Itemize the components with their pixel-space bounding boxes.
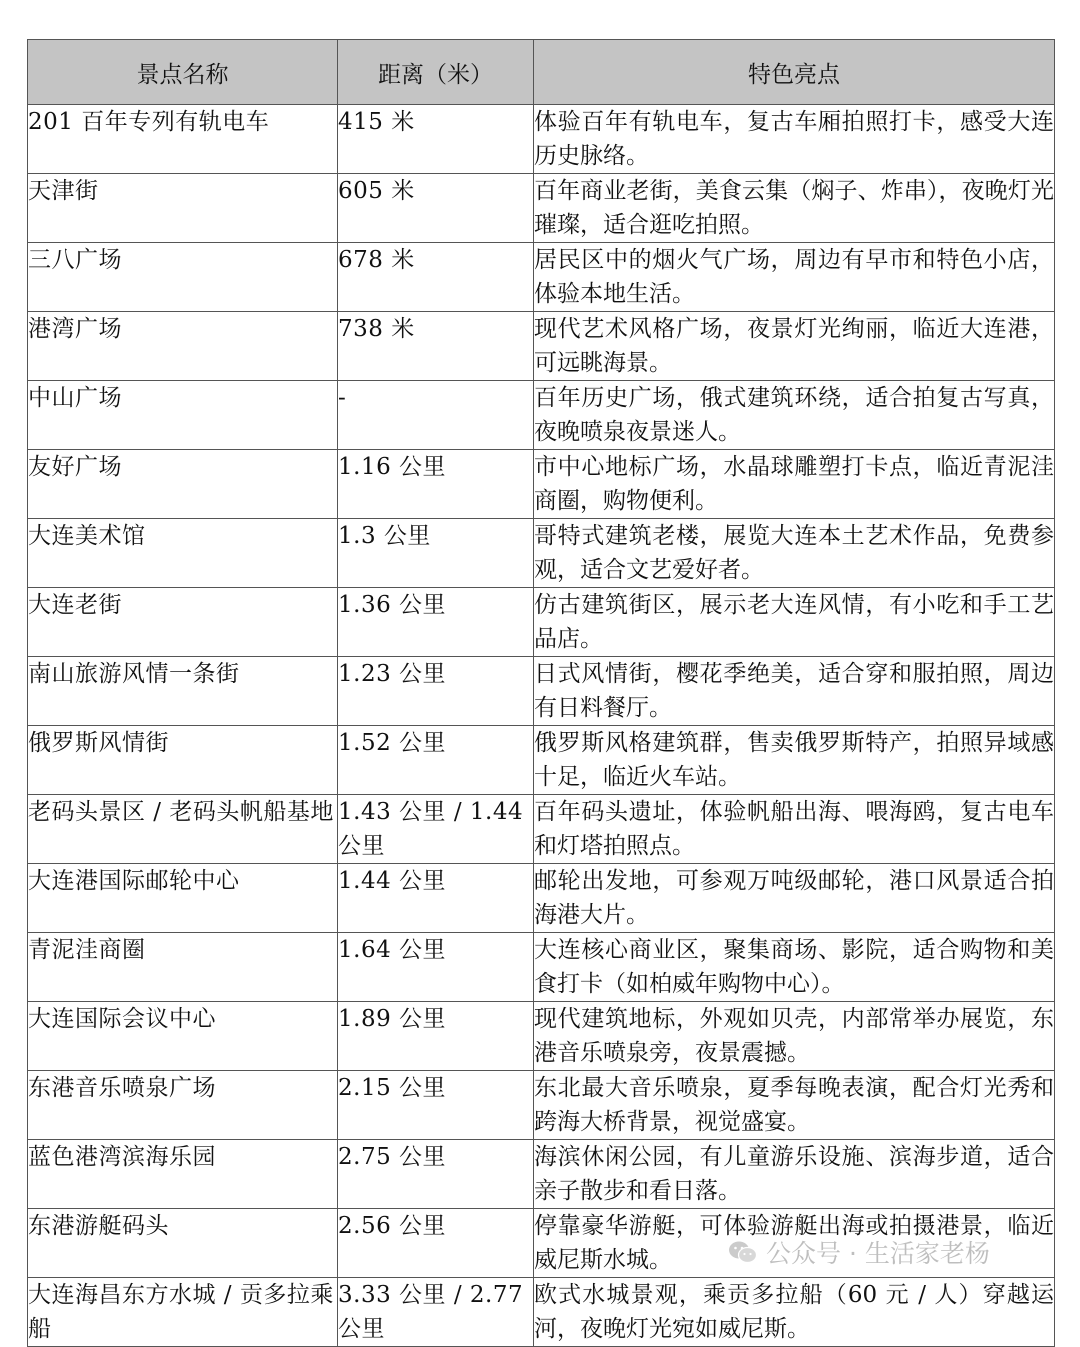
table-row: [28, 312, 1055, 381]
cell-distance: 1.23 公里: [338, 657, 534, 726]
cell-distance: 1.52 公里: [338, 726, 534, 795]
cell-distance: 1.64 公里: [338, 933, 534, 1002]
header-feature: 特色亮点: [534, 40, 1055, 105]
table-row: [28, 726, 1055, 795]
cell-name: 大连海昌东方水城 / 贡多拉乘船: [28, 1278, 338, 1347]
cell-feature: 百年历史广场，俄式建筑环绕，适合拍复古写真，夜晚喷泉夜景迷人。: [534, 381, 1055, 450]
table-row: [28, 450, 1055, 519]
cell-feature: 百年码头遗址，体验帆船出海、喂海鸥，复古电车和灯塔拍照点。: [534, 795, 1055, 864]
table-row: [28, 1140, 1055, 1209]
cell-feature: 百年商业老街，美食云集（焖子、炸串），夜晚灯光璀璨，适合逛吃拍照。: [534, 174, 1055, 243]
table-row: [28, 795, 1055, 864]
cell-distance: 2.15 公里: [338, 1071, 534, 1140]
cell-feature: 居民区中的烟火气广场，周边有早市和特色小店，体验本地生活。: [534, 243, 1055, 312]
header-name: 景点名称: [28, 40, 338, 105]
cell-feature: 俄罗斯风格建筑群，售卖俄罗斯特产，拍照异域感十足，临近火车站。: [534, 726, 1055, 795]
cell-name: 俄罗斯风情街: [28, 726, 338, 795]
cell-name: 老码头景区 / 老码头帆船基地: [28, 795, 338, 864]
cell-name: 中山广场: [28, 381, 338, 450]
cell-name: 三八广场: [28, 243, 338, 312]
watermark-text: 公众号 · 生活家老杨: [766, 1239, 990, 1268]
cell-distance: 738 米: [338, 312, 534, 381]
attractions-table: [27, 39, 1055, 1347]
cell-feature: 体验百年有轨电车，复古车厢拍照打卡，感受大连历史脉络。: [534, 105, 1055, 174]
cell-feature: 欧式水城景观，乘贡多拉船（60 元 / 人）穿越运河，夜晚灯光宛如威尼斯。: [534, 1278, 1055, 1347]
table-row: [28, 105, 1055, 174]
cell-feature: 日式风情街，樱花季绝美，适合穿和服拍照，周边有日料餐厅。: [534, 657, 1055, 726]
cell-feature: 邮轮出发地，可参观万吨级邮轮，港口风景适合拍海港大片。: [534, 864, 1055, 933]
cell-feature: 东北最大音乐喷泉，夏季每晚表演，配合灯光秀和跨海大桥背景，视觉盛宴。: [534, 1071, 1055, 1140]
cell-name: 大连美术馆: [28, 519, 338, 588]
table-row: [28, 1071, 1055, 1140]
cell-name: 青泥洼商圈: [28, 933, 338, 1002]
cell-distance: 1.16 公里: [338, 450, 534, 519]
table-row: [28, 381, 1055, 450]
cell-distance: 1.3 公里: [338, 519, 534, 588]
cell-distance: 3.33 公里 / 2.77 公里: [338, 1278, 534, 1347]
cell-feature: 现代艺术风格广场，夜景灯光绚丽，临近大连港，可远眺海景。: [534, 312, 1055, 381]
cell-distance: 415 米: [338, 105, 534, 174]
table-row: [28, 864, 1055, 933]
cell-name: 大连港国际邮轮中心: [28, 864, 338, 933]
watermark: [728, 1232, 990, 1272]
cell-name: 友好广场: [28, 450, 338, 519]
cell-distance: 2.56 公里: [338, 1209, 534, 1278]
cell-distance: 2.75 公里: [338, 1140, 534, 1209]
table-row: [28, 657, 1055, 726]
table-header-row: [28, 40, 1055, 105]
cell-feature: 仿古建筑街区，展示老大连风情，有小吃和手工艺品店。: [534, 588, 1055, 657]
cell-name: 大连老街: [28, 588, 338, 657]
cell-name: 大连国际会议中心: [28, 1002, 338, 1071]
cell-feature: 现代建筑地标，外观如贝壳，内部常举办展览，东港音乐喷泉旁，夜景震撼。: [534, 1002, 1055, 1071]
cell-name: 港湾广场: [28, 312, 338, 381]
cell-feature: 海滨休闲公园，有儿童游乐设施、滨海步道，适合亲子散步和看日落。: [534, 1140, 1055, 1209]
table-row: [28, 1278, 1055, 1347]
table-row: [28, 1002, 1055, 1071]
cell-name: 蓝色港湾滨海乐园: [28, 1140, 338, 1209]
table-row: [28, 243, 1055, 312]
cell-distance: 1.44 公里: [338, 864, 534, 933]
table-row: [28, 174, 1055, 243]
table-body: [28, 105, 1055, 1347]
header-distance: 距离（米）: [338, 40, 534, 105]
cell-name: 天津街: [28, 174, 338, 243]
cell-distance: 1.89 公里: [338, 1002, 534, 1071]
wechat-icon: [728, 1239, 758, 1265]
cell-feature: 大连核心商业区，聚集商场、影院，适合购物和美食打卡（如柏威年购物中心）。: [534, 933, 1055, 1002]
cell-feature: 哥特式建筑老楼，展览大连本土艺术作品，免费参观，适合文艺爱好者。: [534, 519, 1055, 588]
cell-distance: 1.36 公里: [338, 588, 534, 657]
table-row: [28, 588, 1055, 657]
cell-name: 201 百年专列有轨电车: [28, 105, 338, 174]
cell-distance: 678 米: [338, 243, 534, 312]
cell-distance: 605 米: [338, 174, 534, 243]
cell-feature: 停靠豪华游艇，可体验游艇出海或拍摄港景，临近威尼斯水城。: [534, 1209, 1055, 1278]
table-row: [28, 519, 1055, 588]
cell-name: 南山旅游风情一条街: [28, 657, 338, 726]
cell-feature: 市中心地标广场，水晶球雕塑打卡点，临近青泥洼商圈，购物便利。: [534, 450, 1055, 519]
cell-distance: -: [338, 381, 534, 450]
cell-name: 东港游艇码头: [28, 1209, 338, 1278]
cell-name: 东港音乐喷泉广场: [28, 1071, 338, 1140]
cell-distance: 1.43 公里 / 1.44 公里: [338, 795, 534, 864]
table-row: [28, 933, 1055, 1002]
